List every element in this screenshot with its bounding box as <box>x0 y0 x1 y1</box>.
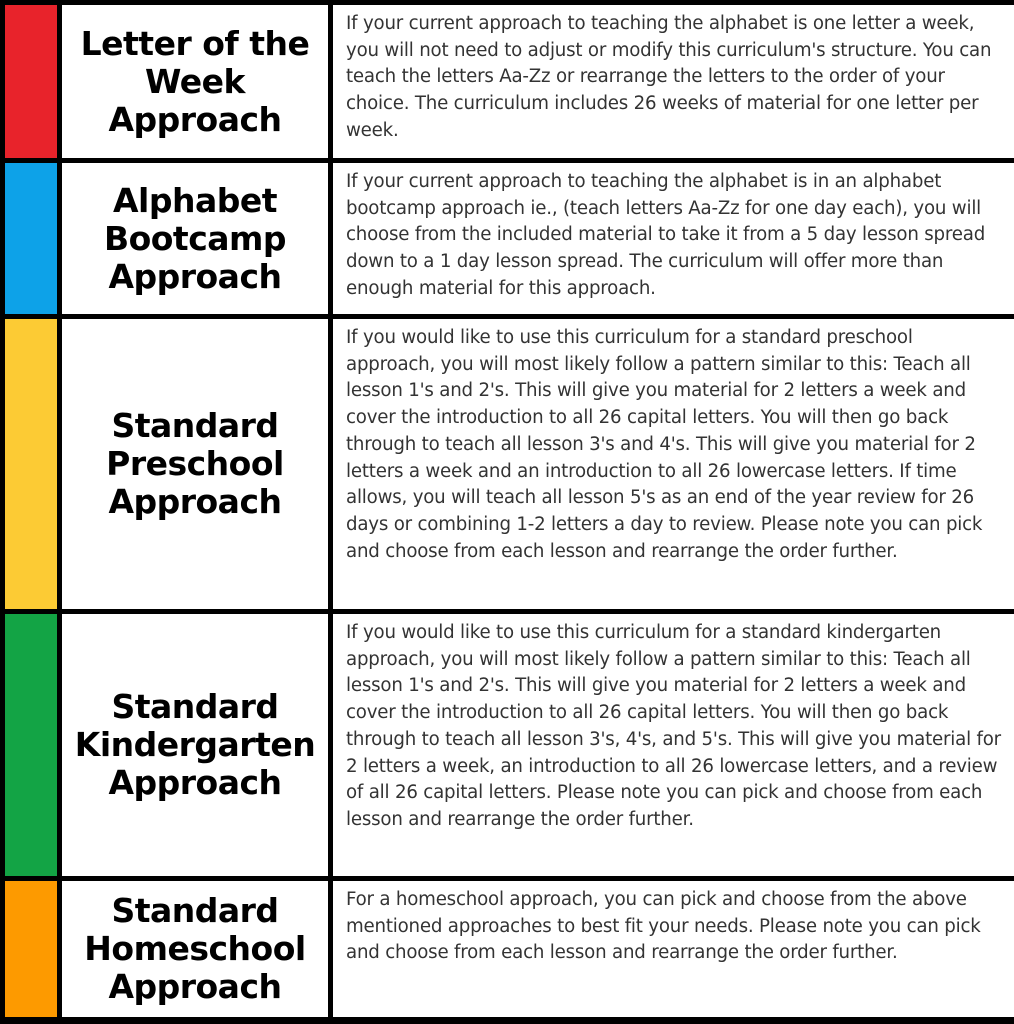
row-description-cell <box>333 614 1014 876</box>
row-description: If you would like to use this curriculum for a standard preschool approach, you will most likely follow a pattern similar to this: Teach all lesson 1's and 2's. This will give you material for 2 letters a week and cover the introduction to all 26 capital letters. You will then go back through to teach all lesson 3's and 4's. This will give you material for 2 letters a week and an introduction to all 26 lowercase letters. If time allows, you will teach all lesson 5's as an end of the year review for 26 days or combining 1-2 letters a day to review. Please note you can pick and choose from each lesson and rearrange the order further. <box>346 327 983 562</box>
color-stripe-letter-week <box>5 5 57 158</box>
row-title-cell <box>62 881 328 1017</box>
row-description-cell <box>333 319 1014 609</box>
row-title: Letter of the Week Approach <box>80 23 310 139</box>
row-description: For a homeschool approach, you can pick and choose from the above mentioned approaches to best fit your needs. Please note you can pick and choose from each lesson and rearrange the order further. <box>346 889 981 964</box>
row-description-cell <box>333 881 1014 1017</box>
row-title-cell <box>62 614 328 876</box>
color-stripe-bootcamp <box>5 163 57 314</box>
row-title-cell <box>62 163 328 314</box>
row-title: Standard Kindergarten Approach <box>74 687 316 802</box>
color-stripe-preschool <box>5 319 57 609</box>
color-stripe-kindergarten <box>5 614 57 876</box>
row-description-cell <box>333 163 1014 314</box>
row-title: Alphabet Bootcamp Approach <box>103 180 287 296</box>
row-description: If your current approach to teaching the alphabet is one letter a week, you will not need to adjust or modify this curriculum's structure. You can teach the letters Aa-Zz or rearrange the letters to the order of your choice. The curriculum includes 26 weeks of material for one letter per week. <box>346 13 992 141</box>
row-title: Standard Homeschool Approach <box>84 891 306 1006</box>
row-description: If your current approach to teaching the alphabet is in an alphabet bootcamp approach ie., (teach letters Aa-Zz for one day each), you will choose from the included material to take it from a 5 day lesson spread down to a 1 day lesson spread. The curriculum will offer more than enough material for this approach. <box>346 171 986 299</box>
row-title-cell <box>62 319 328 609</box>
row-title: Standard Preschool Approach <box>106 406 284 521</box>
row-title-cell <box>62 5 328 158</box>
row-description-cell <box>333 5 1014 158</box>
color-stripe-homeschool <box>5 881 57 1017</box>
row-description: If you would like to use this curriculum for a standard kindergarten approach, you will most likely follow a pattern similar to this: Teach all lesson 1's and 2's. This will give you material for 2 letters a week and cover the introduction to all 26 capital letters. You will then go back through to teach all lesson 3's, 4's, and 5's. This will give you material for 2 letters a week, an introduction to all 26 lowercase letters, and a review of all 26 capital letters. Please note you can pick and choose from each lesson and rearrange the order further. <box>346 622 1001 830</box>
